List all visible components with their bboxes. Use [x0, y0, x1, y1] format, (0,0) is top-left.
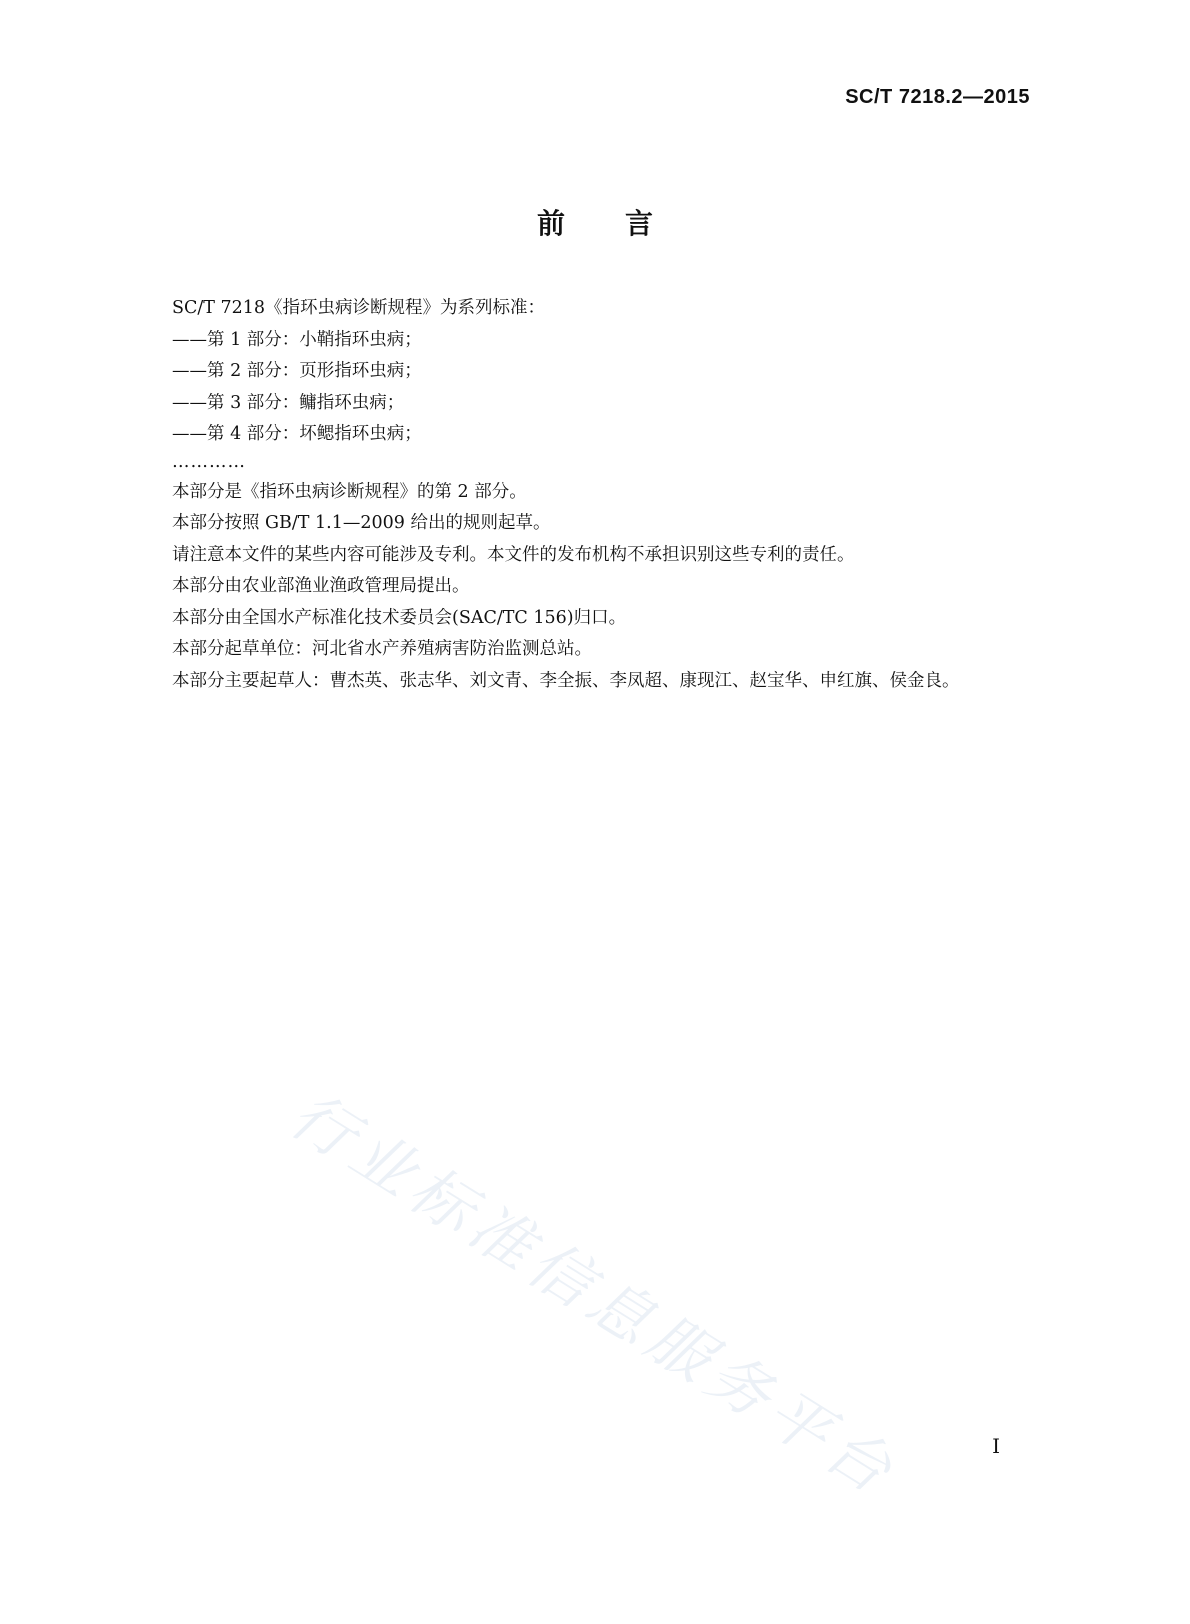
- document-body: [172, 293, 1052, 697]
- list-ellipsis: …………: [172, 451, 246, 472]
- watermark: 行业标准信息服务平台: [278, 1077, 911, 1511]
- list-item-part-2: ——第 2 部分：页形指环虫病；: [172, 361, 422, 381]
- list-item-part-3: ——第 3 部分：鳙指环虫病；: [172, 392, 405, 413]
- list-item-part-1: ——第 1 部分：小鞘指环虫病；: [172, 329, 422, 350]
- standard-number: SC/T 7218.2—2015: [845, 86, 1030, 108]
- responsible-committee: 本部分由全国水产标准化技术委员会(SAC/TC 156)归口。: [172, 607, 627, 628]
- page-number: I: [992, 1434, 1000, 1458]
- drafting-rules: 本部分按照 GB/T 1.1—2009 给出的规则起草。: [172, 513, 551, 533]
- list-item-part-4: ——第 4 部分：坏鳃指环虫病；: [172, 424, 422, 444]
- drafting-organization: 本部分起草单位：河北省水产养殖病害防治监测总站。: [172, 639, 592, 659]
- proposer: 本部分由农业部渔业渔政管理局提出。: [172, 576, 470, 596]
- main-drafters: 本部分主要起草人：曹杰英、张志华、刘文青、李全振、李凤超、康现江、赵宝华、申红旗、侯金良。: [172, 670, 960, 691]
- part-statement: 本部分是《指环虫病诊断规程》的第 2 部分。: [172, 481, 527, 502]
- page-title: 前言: [536, 207, 713, 240]
- series-intro: SC/T 7218《指环虫病诊断规程》为系列标准：: [172, 298, 546, 318]
- patent-notice: 请注意本文件的某些内容可能涉及专利。本文件的发布机构不承担识别这些专利的责任。: [172, 544, 855, 565]
